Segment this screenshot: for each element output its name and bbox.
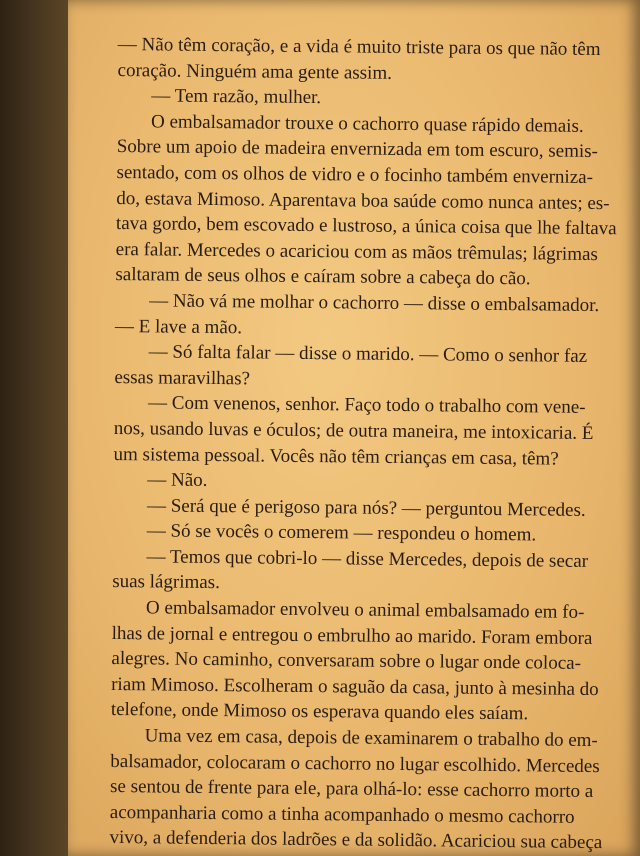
text-line: nos, usando luvas e óculos; de outra maneira, me intoxicaria. É: [113, 417, 594, 444]
book-spine-shadow: [0, 0, 68, 856]
text-line: balsamador, colocaram o cachorro no lugar escolhido. Mercedes: [110, 750, 600, 777]
text-line: acompanharia como a tinha acompanhado o mesmo cachorro: [109, 801, 575, 828]
text-line: O embalsamador envolveu o animal embalsamado em fo-: [145, 597, 585, 623]
text-line: Sobre um apoio de madeira envernizada em tom escuro, semis-: [116, 136, 599, 163]
text-line: — Não vá me molhar o cachorro — disse o embalsamador.: [149, 290, 600, 316]
text-line: tava gordo, bem escovado e lustroso, a única coisa que lhe faltava: [115, 213, 617, 240]
page-text: [109, 32, 624, 856]
text-line: alegres. No caminho, conversaram sobre o lugar onde coloca-: [111, 648, 582, 675]
text-line: vivo, a defenderia dos ladrões e da solidão. Acariciou sua cabeça: [109, 827, 603, 854]
text-line: — E lave a mão.: [114, 315, 243, 338]
text-line: Uma vez em casa, depois de examinarem o trabalho do em-: [144, 725, 598, 752]
text-line: um sistema pessoal. Vocês não têm crianças em casa, têm?: [113, 443, 559, 470]
text-line: — Com venenos, senhor. Faço todo o trabalho com vene-: [148, 392, 586, 419]
book-page: [68, 0, 640, 856]
text-line: sentado, com os olhos de vidro e o focinho também enverniza-: [116, 161, 594, 188]
text-line: riam Mimoso. Escolheram o saguão da casa, junto à mesinha do: [111, 673, 599, 700]
text-line: coração. Ninguém ama gente assim.: [117, 59, 393, 84]
text-line: — Temos que cobri-lo — disse Mercedes, depois de secar: [146, 546, 589, 572]
text-line: — Não têm coração, e a vida é muito triste para os que não têm: [117, 33, 601, 61]
text-line: telefone, onde Mimoso os esperava quando eles saíam.: [110, 699, 529, 725]
text-line: era falar. Mercedes o acariciou com as mãos trêmulas; lágrimas: [115, 238, 598, 265]
text-line: do, estava Mimoso. Aparentava boa saúde como nunca antes; es-: [116, 187, 610, 214]
text-line: essas maravilhas?: [114, 366, 251, 390]
text-line: O embalsamador trouxe o cachorro quase rápido demais.: [150, 111, 584, 137]
text-line: — Só falta falar — disse o marido. — Como o senhor faz: [148, 341, 588, 368]
text-line: — Só se vocês o comerem — respondeu o homem.: [146, 520, 537, 546]
text-line: — Não.: [147, 469, 208, 492]
text-line: se sentou de frente para ele, para olhá-lo: esse cachorro morto a: [109, 776, 594, 803]
text-line: — Será que é perigoso para nós? — perguntou Mercedes.: [146, 495, 586, 521]
text-line: — Tem razão, mulher.: [151, 85, 322, 109]
text-line: lhas de jornal e entregou o embrulho ao marido. Foram embora: [111, 622, 593, 649]
text-line: suas lágrimas.: [112, 571, 221, 594]
text-line: saltaram de seus olhos e caíram sobre a cabeça do cão.: [115, 264, 531, 290]
